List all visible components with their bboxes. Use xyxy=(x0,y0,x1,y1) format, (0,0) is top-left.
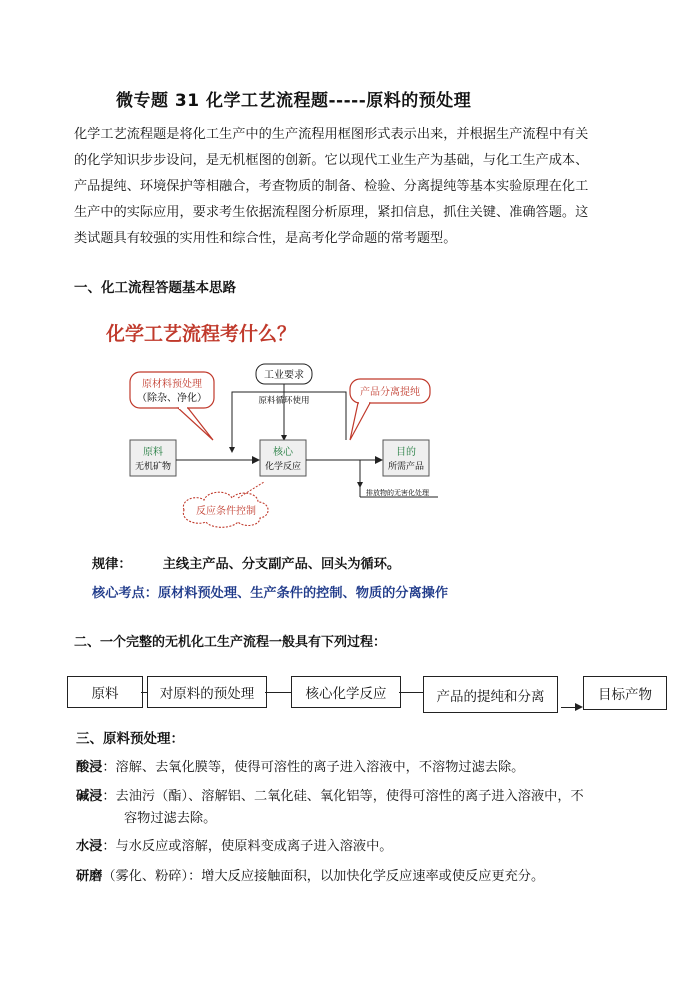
rule-label: 规律： xyxy=(92,557,132,572)
diagram-title: 化学工艺流程考什么？ xyxy=(106,323,297,345)
section-heading-1: 一、化工流程答题基本思路 xyxy=(74,280,236,296)
intro-line: 产品提纯、环境保护等相融合，考查物质的制备、检验、分离提纯等基本实验原理在化工 xyxy=(74,179,589,194)
section-heading-3: 三、原料预处理： xyxy=(76,731,184,747)
condition-label: 反应条件控制 xyxy=(196,506,256,517)
core-sub: 化学反应 xyxy=(264,462,302,472)
item-alkali-leach-cont: 容物过滤去除。 xyxy=(124,811,217,826)
pretreatment-title: 原材料预处理 xyxy=(142,379,202,390)
item-text: ：与水反应或溶解，使原料变成离子进入溶液中。 xyxy=(102,839,393,854)
page-title: 微专题 31 化学工艺流程题-----原料的预处理 xyxy=(116,91,472,111)
pretreatment-callout xyxy=(130,372,214,440)
target-sub: 所需产品 xyxy=(387,462,425,472)
item-term: 水浸 xyxy=(76,839,103,854)
item-term: 研磨 xyxy=(76,869,103,884)
core-label: 核心考点： xyxy=(92,586,158,601)
industry-requirement-label: 工业要求 xyxy=(264,370,304,381)
core-title: 核心 xyxy=(273,447,293,458)
flow-step-raw: 原料 xyxy=(67,676,143,708)
item-term: 酸浸 xyxy=(76,760,103,775)
rule-line xyxy=(92,553,400,572)
item-acid-leach xyxy=(76,756,524,775)
intro-paragraph xyxy=(74,122,630,252)
flow-step-purification: 产品的提纯和分离 xyxy=(423,676,558,713)
target-box xyxy=(383,440,429,476)
item-term: 碱浸 xyxy=(76,789,103,804)
pretreatment-sub: （除杂、净化） xyxy=(137,393,207,404)
item-text: ：去油污（酯）、溶解铝、二氧化硅、氧化铝等，使得可溶性的离子进入溶液中，不 xyxy=(102,789,584,804)
intro-line: 生产中的实际应用，要求考生依据流程图分析原理，紧扣信息，抓住关键、准确答题。这 xyxy=(74,205,589,220)
target-title: 目的 xyxy=(396,447,416,458)
waste-label: 排放物的无害化处理 xyxy=(366,489,429,497)
flow-step-target: 目标产物 xyxy=(583,676,667,710)
rule-text: 主线主产品、分支副产品、回头为循环。 xyxy=(162,557,401,572)
raw-title: 原料 xyxy=(143,447,163,458)
flow-step-core-reaction: 核心化学反应 xyxy=(291,676,401,708)
industry-requirement-box xyxy=(256,364,312,384)
condition-cloud xyxy=(183,482,268,527)
separation-callout xyxy=(350,379,430,440)
core-points-line xyxy=(92,582,448,601)
item-text: ：溶解、去氧化膜等，使得可溶性的离子进入溶液中，不溶物过滤去除。 xyxy=(102,760,525,775)
item-grinding xyxy=(76,865,544,884)
arrow-icon xyxy=(575,703,583,711)
flow-step-pretreatment: 对原料的预处理 xyxy=(147,676,267,708)
process-diagram xyxy=(88,312,468,532)
intro-line: 的化学知识步步设问，是无机框图的创新。它以现代工业生产为基础，与化工生产成本、 xyxy=(74,153,589,168)
raw-material-box xyxy=(130,440,176,476)
recycle-label: 原料循环使用 xyxy=(258,396,310,406)
item-text: （雾化、粉碎）：增大反应接触面积，以加快化学反应速率或使反应更充分。 xyxy=(102,869,545,884)
item-water-leach xyxy=(76,835,393,854)
intro-line: 化学工艺流程题是将化工生产中的生产流程用框图形式表示出来，并根据生产流程中有关 xyxy=(74,127,589,142)
core-text: 原材料预处理、生产条件的控制、物质的分离操作 xyxy=(157,586,449,601)
separation-label: 产品分离提纯 xyxy=(360,387,420,398)
item-alkali-leach xyxy=(76,785,584,804)
raw-sub: 无机矿物 xyxy=(134,462,172,472)
section-heading-2: 二、一个完整的无机化工生产流程一般具有下列过程： xyxy=(74,635,387,650)
intro-line: 类试题具有较强的实用性和综合性，是高考化学命题的常考题型。 xyxy=(74,231,457,246)
core-reaction-box xyxy=(260,440,306,476)
